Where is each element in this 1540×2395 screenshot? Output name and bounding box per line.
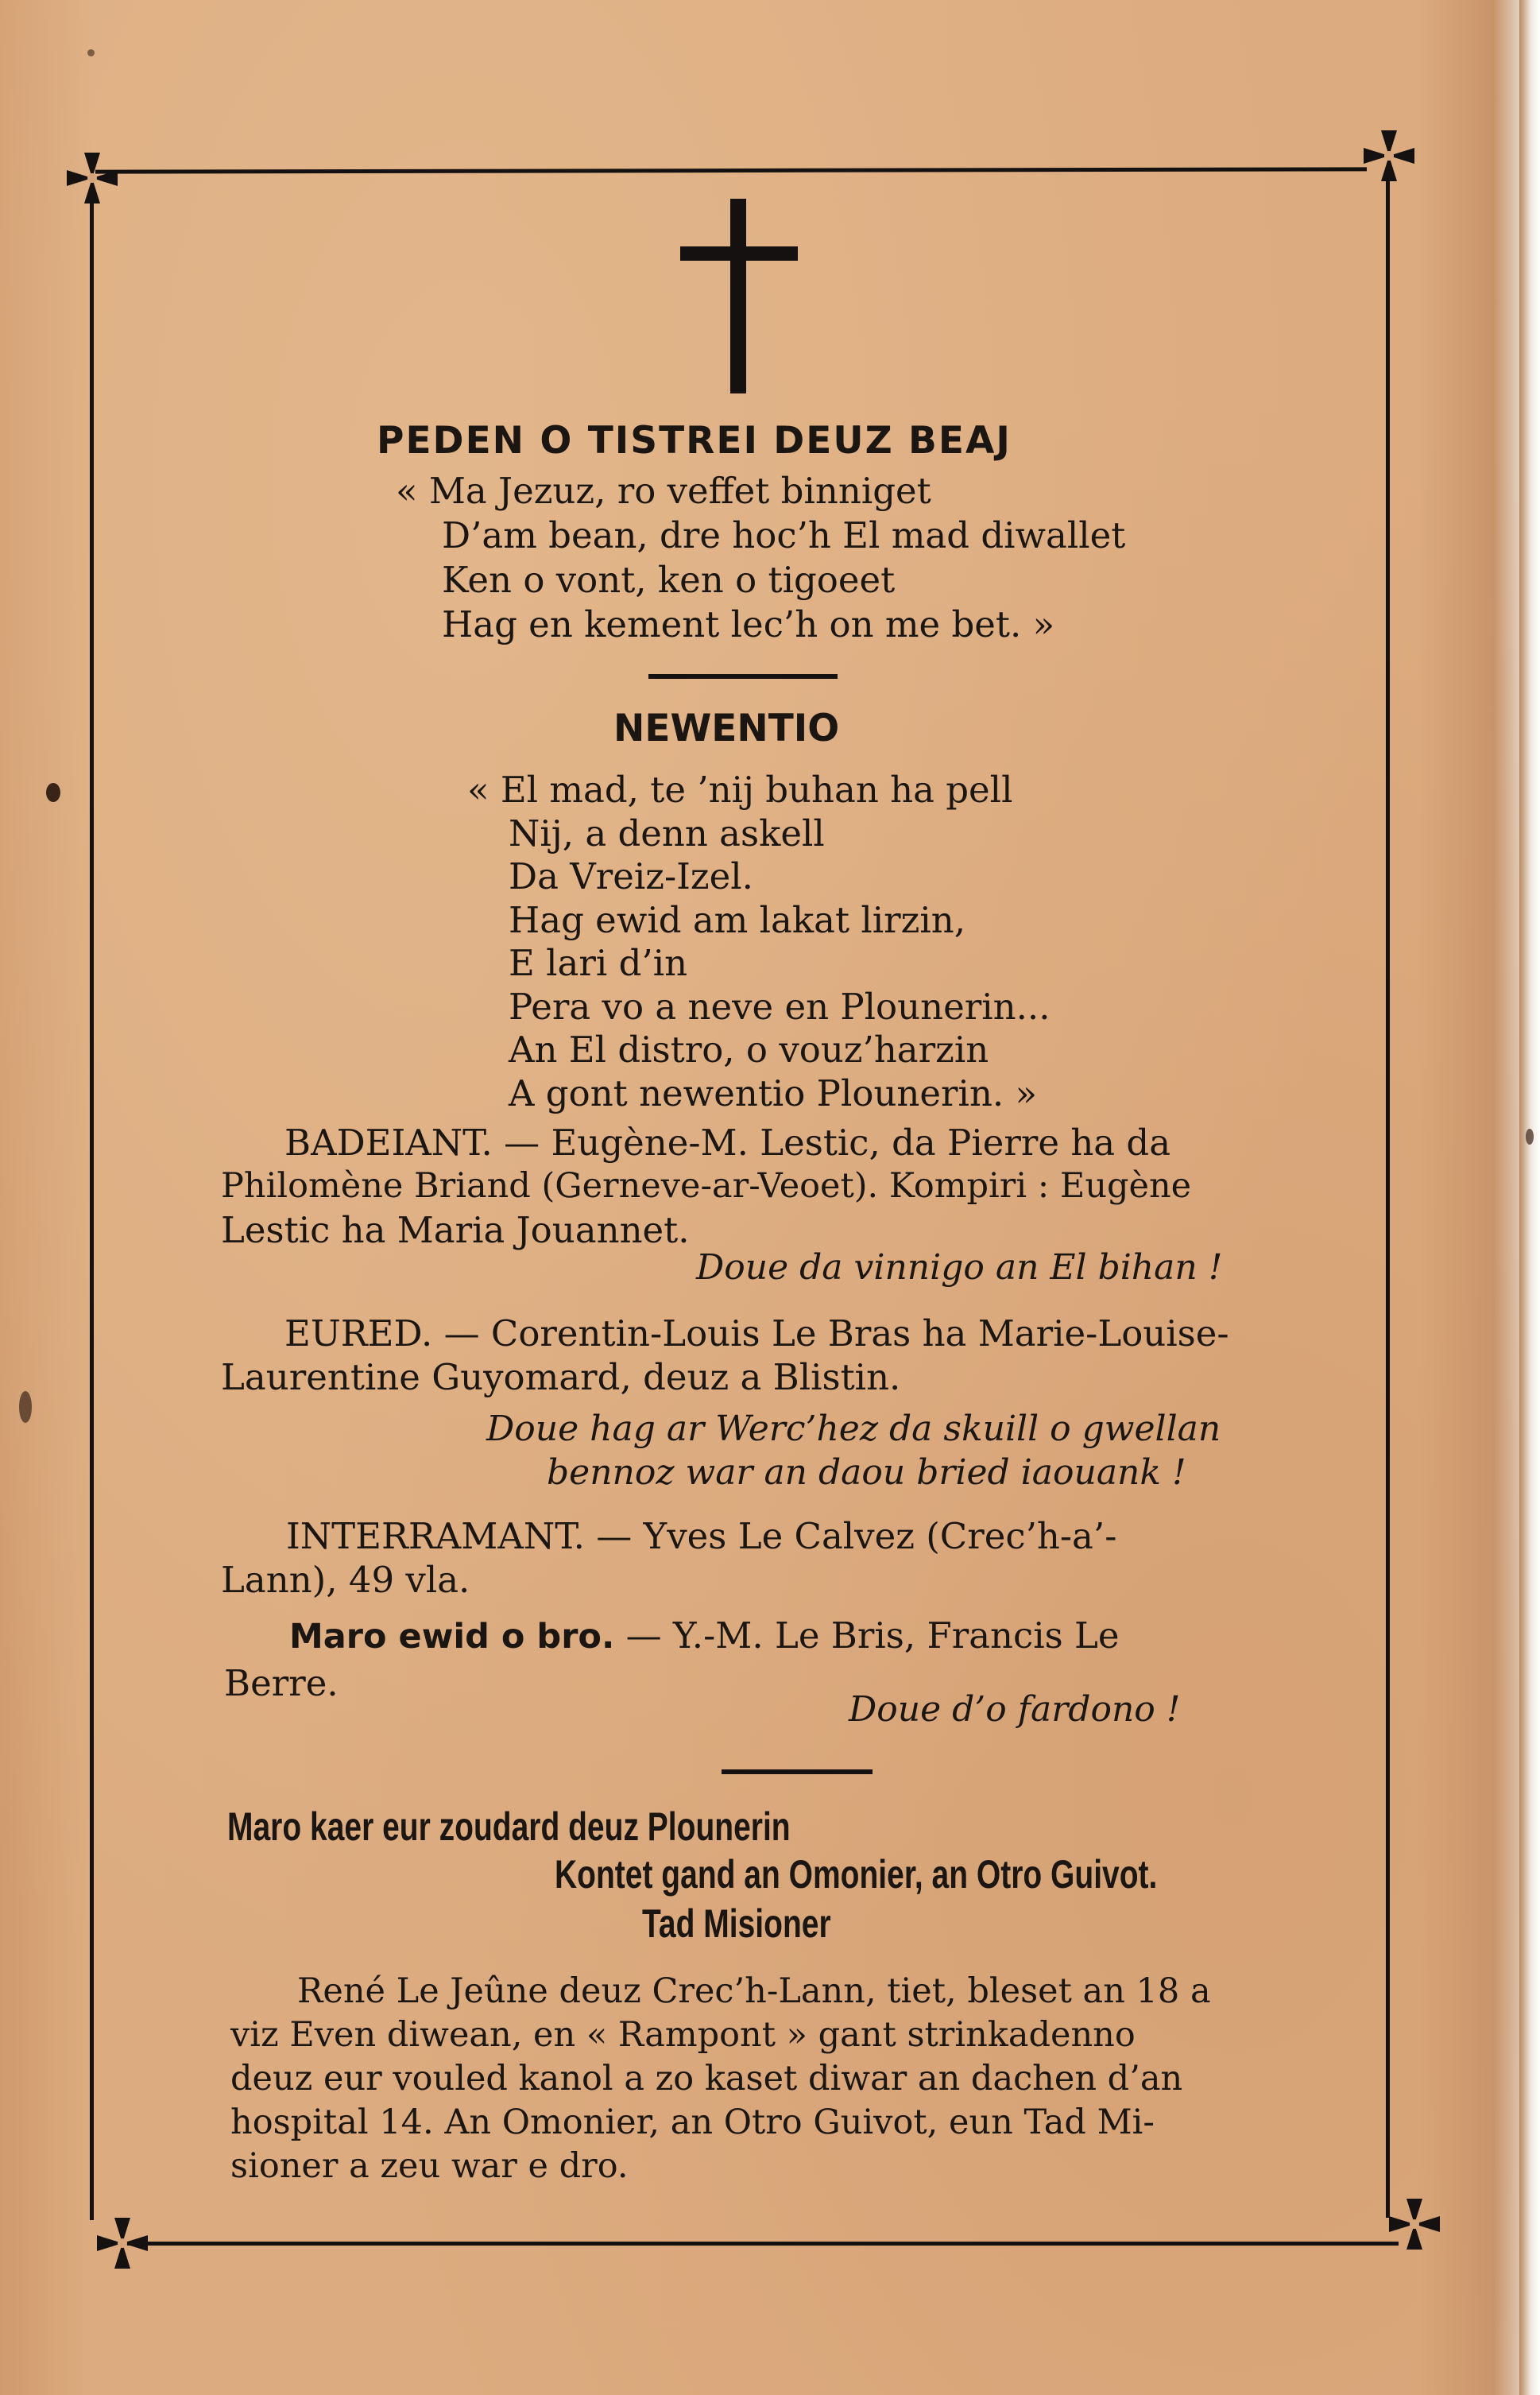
maltese-cross-ornament-icon — [1386, 2195, 1443, 2253]
frame-right-rule — [1386, 175, 1390, 2218]
frame-bottom-rule — [127, 2242, 1399, 2246]
record-line: EURED. — Corentin-Louis Le Bras ha Marie-Louise- — [284, 1312, 1229, 1354]
frame-left-rule — [90, 189, 94, 2220]
deaths-names: — Y.-M. Le Bris, Francis Le — [614, 1614, 1120, 1657]
deaths-label: Maro ewid o bro. — [289, 1617, 615, 1657]
frame-top-rule — [95, 167, 1367, 173]
latin-cross-icon — [675, 199, 803, 393]
blessing-line: bennoz war an daou bried iaouank ! — [547, 1452, 1186, 1493]
prayer-verse — [396, 469, 1125, 647]
wedding-record — [221, 1312, 1229, 1399]
section-divider — [722, 1769, 873, 1774]
ink-speck — [19, 1391, 32, 1423]
burial-record — [221, 1514, 1116, 1602]
maltese-cross-ornament-icon — [1360, 127, 1418, 184]
record-line: BADEIANT. — Eugène-M. Lestic, da Pierre ha da — [284, 1122, 1171, 1164]
poem-line: Pera vo a neve en Plounerin... — [509, 985, 1051, 1028]
baptism-blessing: Doue da vinnigo an El bihan ! — [696, 1247, 1223, 1288]
article-subheadline: Tad Misioner — [642, 1901, 831, 1946]
article-subheadline: Kontet gand an Omonier, an Otro Guivot. — [555, 1852, 1158, 1897]
record-line: Lann), 49 vla. — [221, 1559, 470, 1601]
prayer-line: Ken o vont, ken o tigoeet — [442, 559, 896, 601]
news-poem — [467, 769, 1051, 1115]
ink-speck — [1526, 1129, 1534, 1145]
ink-speck — [46, 783, 60, 802]
prayer-line: Hag en kement lec’h on me bet. » — [442, 603, 1055, 645]
maltese-cross-ornament-icon — [64, 149, 121, 207]
deaths-names-cont: Berre. — [224, 1662, 339, 1704]
maltese-cross-ornament-icon — [94, 2215, 151, 2272]
poem-line: A gont newentio Plounerin. » — [509, 1072, 1038, 1114]
record-line: Laurentine Guyomard, deuz a Blistin. — [221, 1356, 901, 1398]
article-headline: Maro kaer eur zoudard deuz Plounerin — [227, 1804, 791, 1849]
section-divider — [648, 674, 838, 679]
prayer-line: « Ma Jezuz, ro veffet binniget — [396, 470, 931, 512]
ink-speck — [87, 49, 95, 56]
poem-line: E lari d’in — [509, 942, 688, 984]
record-line: Philomène Briand (Gerneve-ar-Veoet). Kompiri : Eugène — [221, 1166, 1192, 1206]
baptism-record — [221, 1121, 1191, 1252]
body-line: viz Even diwean, en « Rampont » gant strinkadenno — [230, 2015, 1136, 2055]
wedding-blessing — [486, 1407, 1221, 1494]
body-line: sioner a zeu war e dro. — [230, 2146, 629, 2186]
record-line: INTERRAMANT. — Yves Le Calvez (Crec’h-a’- — [286, 1515, 1117, 1557]
deaths-blessing: Doue d’o fardono ! — [849, 1689, 1181, 1730]
body-line: hospital 14. An Omonier, an Otro Guivot, eun Tad Mi- — [230, 2102, 1155, 2142]
poem-line: Nij, a denn askell — [509, 812, 825, 855]
body-line: René Le Jeûne deuz Crec’h-Lann, tiet, bleset an 18 a — [297, 1971, 1211, 2011]
poem-line: Hag ewid am lakat lirzin, — [509, 898, 966, 941]
page-edge — [1519, 0, 1540, 2395]
news-title: NEWENTIO — [613, 707, 840, 750]
deaths-record — [289, 1614, 1120, 1659]
poem-line: Da Vreiz-Izel. — [509, 855, 753, 897]
body-line: deuz eur vouled kanol a zo kaset diwar an dachen d’an — [230, 2059, 1183, 2099]
prayer-line: D’am bean, dre hoc’h El mad diwallet — [442, 514, 1126, 556]
poem-line: An El distro, o vouz’harzin — [509, 1029, 989, 1071]
article-body — [230, 1970, 1211, 2188]
blessing-line: Doue hag ar Werc’hez da skuill o gwellan — [486, 1409, 1221, 1449]
record-line: Lestic ha Maria Jouannet. — [221, 1209, 690, 1251]
prayer-title: PEDEN O TISTREI DEUZ BEAJ — [377, 419, 1012, 463]
poem-line: « El mad, te ’nij buhan ha pell — [467, 769, 1013, 811]
